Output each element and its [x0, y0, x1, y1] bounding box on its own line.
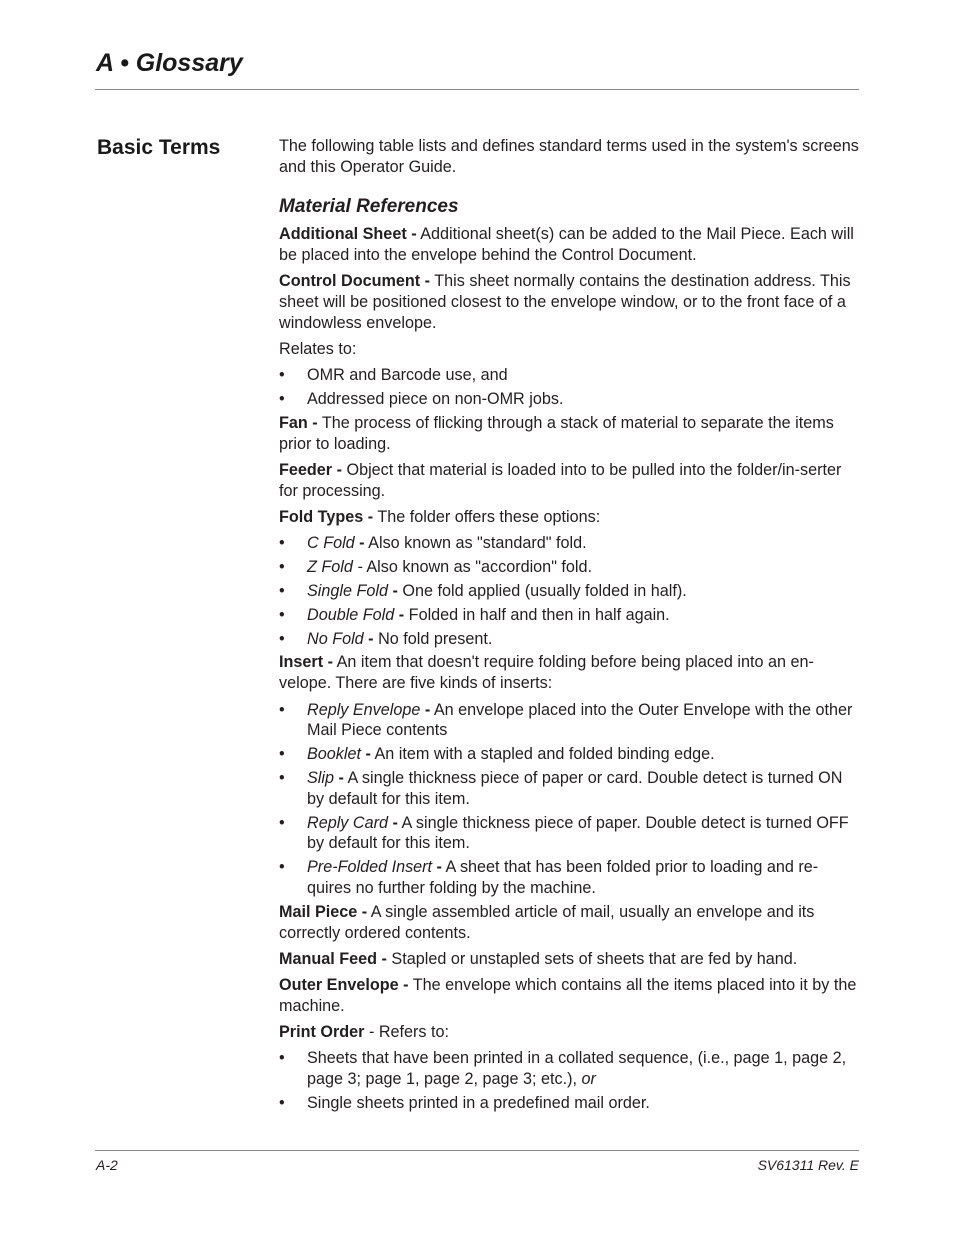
entry-fold-types — [279, 507, 861, 528]
bullet-icon: • — [279, 366, 285, 385]
list-item: • Booklet - An item with a stapled and folded binding edge. — [279, 745, 715, 764]
list-item: • Pre-Folded Insert - A sheet that has been folded prior to loading and re-quires no further folding by the machine. — [279, 858, 819, 897]
relates-to-label: Relates to: — [279, 340, 357, 359]
list-item: • Double Fold - Folded in half and then in half again. — [279, 605, 670, 624]
entry-additional-sheet — [279, 224, 861, 266]
bullet-icon: • — [279, 605, 285, 624]
list-item: • C Fold - Also known as "standard" fold. — [279, 534, 587, 553]
term-label: Fold Types - — [279, 508, 374, 527]
bullet-icon: • — [279, 629, 285, 648]
list-item: • Reply Card - A single thickness piece of paper. Double detect is turned OFF by default for this item. — [279, 813, 849, 853]
bullet-icon: • — [279, 390, 285, 409]
subheading-material-references: Material References — [279, 195, 459, 217]
term-definition: Additional sheet(s) can be added to the Mail Piece. Each will be placed into the envelope behind the Control Document. — [279, 225, 854, 264]
bullet-icon: • — [279, 768, 285, 787]
list-item: • Z Fold - Also known as "accordion" fold. — [279, 558, 593, 577]
header-divider — [95, 89, 859, 90]
insert-list — [279, 700, 861, 899]
list-item: • Sheets that have been printed in a collated sequence, (i.e., page 1, page 2, page 3; page 1, page 2, page 3; etc.), or — [279, 1049, 847, 1089]
term-definition: Object that material is loaded into to be pulled into the folder/in-serter for processing. — [279, 461, 842, 500]
bullet-icon: • — [279, 700, 285, 719]
term-definition: The folder offers these options: — [373, 508, 601, 527]
term-label: Outer Envelope - — [279, 976, 409, 995]
term-label: Manual Feed - — [279, 949, 387, 968]
term-label: Feeder - — [279, 461, 342, 480]
list-item: • Single Fold - One fold applied (usually folded in half). — [279, 582, 687, 601]
document-revision: SV61311 Rev. E — [757, 1157, 859, 1173]
list-item: • No Fold - No fold present. — [279, 629, 493, 648]
glossary-content — [279, 136, 861, 1117]
bullet-icon: • — [279, 1049, 285, 1068]
term-definition: The process of flicking through a stack of material to separate the items prior to loading. — [279, 413, 834, 453]
bullet-icon: • — [279, 534, 285, 553]
bullet-icon: • — [279, 745, 285, 764]
list-item: • Single sheets printed in a predefined mail order. — [279, 1094, 650, 1113]
term-label: Fan - — [279, 413, 318, 432]
entry-manual-feed — [279, 949, 861, 970]
list-item: • OMR and Barcode use, and — [279, 366, 508, 385]
control-document-list — [279, 365, 861, 410]
term-definition: A single assembled article of mail, usually an envelope and its correctly ordered contents. — [279, 902, 815, 942]
bullet-icon: • — [279, 558, 285, 577]
term-definition: An item that doesn't require folding before being placed into an en-velope. There are five kinds of inserts: — [279, 653, 814, 693]
term-label: Print Order — [279, 1023, 365, 1042]
entry-insert — [279, 652, 861, 694]
term-definition: - Refers to: — [364, 1023, 450, 1042]
intro-paragraph: The following table lists and defines standard terms used in the system's screens and this Operator Guide. — [279, 137, 859, 176]
list-item: • Slip - A single thickness piece of paper or card. Double detect is turned ON by default for this item. — [279, 768, 843, 808]
print-order-list — [279, 1048, 861, 1113]
entry-feeder — [279, 460, 861, 502]
fold-types-list — [279, 533, 861, 649]
footer-divider — [95, 1150, 859, 1151]
entry-outer-envelope — [279, 975, 861, 1017]
bullet-icon: • — [279, 858, 285, 877]
bullet-icon: • — [279, 813, 285, 832]
list-item: • Addressed piece on non-OMR jobs. — [279, 390, 564, 409]
page-number: A-2 — [96, 1157, 118, 1173]
term-definition: The envelope which contains all the items placed into it by the machine. — [279, 976, 857, 1015]
term-label: Insert - — [279, 653, 333, 672]
term-label: Additional Sheet - — [279, 225, 417, 244]
entry-fan — [279, 413, 861, 455]
term-definition: This sheet normally contains the destination address. This sheet will be positioned closest to the envelope window, or to the front face of a windowless envelope. — [279, 272, 851, 332]
term-label: Control Document - — [279, 272, 431, 291]
term-label: Mail Piece - — [279, 902, 368, 921]
list-item: • Reply Envelope - An envelope placed into the Outer Envelope with the other Mail Piece contents — [279, 700, 853, 740]
bullet-icon: • — [279, 582, 285, 601]
entry-print-order — [279, 1022, 861, 1043]
entry-mail-piece — [279, 902, 861, 944]
bullet-icon: • — [279, 1094, 285, 1113]
term-definition: Stapled or unstapled sets of sheets that are fed by hand. — [386, 949, 798, 968]
section-heading: Basic Terms — [97, 136, 221, 159]
page-header-title: A • Glossary — [96, 49, 243, 77]
entry-control-document — [279, 271, 861, 333]
